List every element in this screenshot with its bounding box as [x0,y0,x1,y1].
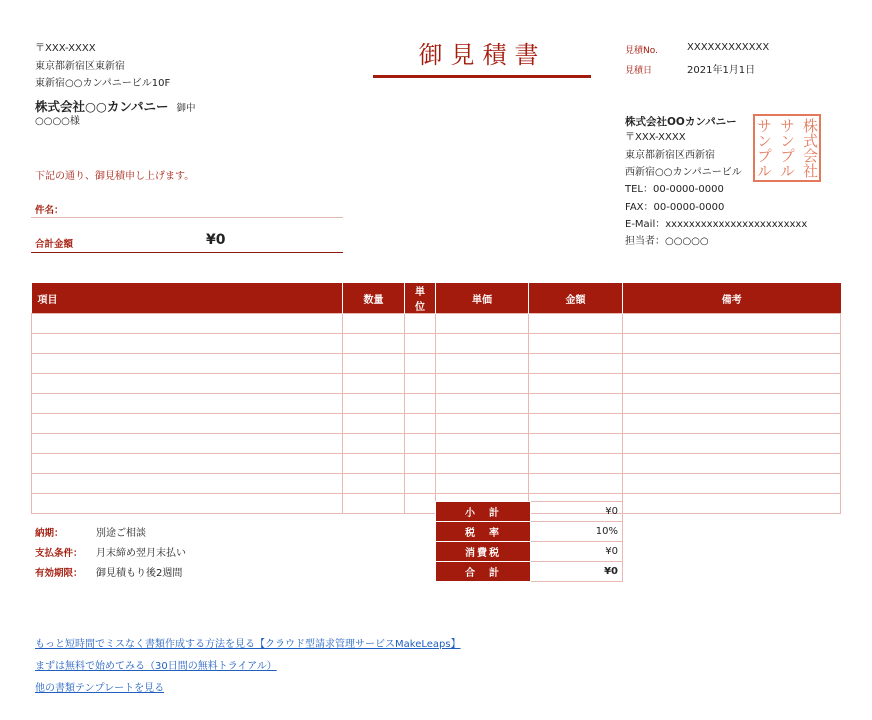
cell-remarks[interactable] [623,314,841,334]
cell-amount[interactable] [529,474,623,494]
tax-value: ¥0 [531,542,623,562]
recipient-postal: 〒XXX-XXXX [35,43,96,54]
cell-item[interactable] [32,474,343,494]
total-amount-underline [31,252,343,253]
cell-unit-price[interactable] [436,394,529,414]
subtotal-label: 小 計 [436,502,531,522]
cell-unit[interactable] [405,494,436,514]
cell-amount[interactable] [529,454,623,474]
delivery-value: 別途ご相談 [96,528,146,539]
total-amount-label: 合計金額 [35,239,74,250]
cell-amount[interactable] [529,374,623,394]
cell-quantity[interactable] [343,334,405,354]
table-row [32,414,841,434]
cell-item[interactable] [32,354,343,374]
table-row [32,394,841,414]
estimate-date-label: 見積日 [625,66,653,76]
cell-remarks[interactable] [623,494,841,514]
cell-item[interactable] [32,334,343,354]
table-row [32,374,841,394]
header-unit-price: 単価 [436,283,529,314]
cell-quantity[interactable] [343,314,405,334]
estimate-number-label: 見積No. [625,46,658,56]
header-remarks: 備考 [623,283,841,314]
seal-text-1: 株式会社 [801,118,819,178]
grand-total-label: 合 計 [436,562,531,582]
cell-remarks[interactable] [623,414,841,434]
cell-amount[interactable] [529,434,623,454]
cell-amount[interactable] [529,334,623,354]
cell-item[interactable] [32,414,343,434]
cell-item[interactable] [32,494,343,514]
tax-rate-value: 10% [531,522,623,542]
header-unit: 単位 [405,283,436,314]
estimate-date-value: 2021年1月1日 [687,65,756,76]
intro-text: 下記の通り、御見積申し上げます。 [35,171,195,182]
header-quantity: 数量 [343,283,405,314]
cell-unit-price[interactable] [436,354,529,374]
cell-unit-price[interactable] [436,374,529,394]
seal-text-2: サンプル [778,118,796,178]
cell-amount[interactable] [529,314,623,334]
document-title: 御見積書 [418,41,547,69]
cell-remarks[interactable] [623,474,841,494]
items-table [31,283,841,514]
cell-unit-price[interactable] [436,454,529,474]
table-row [32,334,841,354]
validity-value: 御見積もり後2週間 [96,568,183,579]
payment-terms-value: 月末締め翌月末払い [96,548,186,559]
cell-unit-price[interactable] [436,434,529,454]
table-row [32,354,841,374]
subject-underline [31,217,343,218]
subject-label: 件名： [35,205,64,216]
title-underline [373,75,591,78]
cell-quantity[interactable] [343,414,405,434]
cell-item[interactable] [32,434,343,454]
sender-postal: 〒XXX-XXXX [625,132,686,143]
table-row [32,474,841,494]
cell-unit[interactable] [405,374,436,394]
cell-quantity[interactable] [343,434,405,454]
items-table-header [32,283,841,314]
sender-staff: 担当者：○○○○○ [625,236,709,247]
sender-company: 株式会社OOカンパニー [625,116,737,128]
seal-text-3: サンプル [755,118,773,178]
summary-row-total [436,562,623,582]
cell-unit-price[interactable] [436,314,529,334]
sender-email: E-Mail：xxxxxxxxxxxxxxxxxxxxxxxx [625,219,808,230]
estimate-number-value: XXXXXXXXXXXX [687,42,770,53]
header-amount: 金額 [529,283,623,314]
total-amount-value: ¥0 [206,232,226,248]
cell-unit[interactable] [405,334,436,354]
cell-unit-price[interactable] [436,414,529,434]
recipient-person: ○○○○様 [35,116,80,127]
sender-tel: TEL：00-0000-0000 [625,184,724,195]
cell-unit[interactable] [405,394,436,414]
delivery-label: 納期： [35,528,64,539]
free-trial-link[interactable]: まずは無料で始めてみる（30日間の無料トライアル） [35,661,277,672]
summary-row-tax-rate [436,522,623,542]
table-row [32,454,841,474]
recipient-company: 株式会社○○カンパニー [35,99,169,114]
table-row [32,434,841,454]
summary-row-subtotal [436,502,623,522]
cell-item[interactable] [32,454,343,474]
other-templates-link[interactable]: 他の書類テンプレートを見る [35,683,165,694]
summary-row-tax [436,542,623,562]
subtotal-value: ¥0 [531,502,623,522]
sender-address-1: 東京都新宿区西新宿 [625,150,715,161]
cell-quantity[interactable] [343,494,405,514]
cell-remarks[interactable] [623,454,841,474]
sender-address-2: 西新宿○○カンパニービル [625,167,742,178]
sender-fax: FAX：00-0000-0000 [625,202,725,213]
cell-unit-price[interactable] [436,474,529,494]
cell-quantity[interactable] [343,374,405,394]
cell-remarks[interactable] [623,374,841,394]
company-seal-stamp [753,114,821,182]
cell-item[interactable] [32,314,343,334]
cell-item[interactable] [32,394,343,414]
grand-total-value: ¥0 [531,562,623,582]
cell-item[interactable] [32,374,343,394]
cell-quantity[interactable] [343,394,405,414]
cell-unit[interactable] [405,474,436,494]
recipient-address-1: 東京都新宿区東新宿 [35,61,125,72]
cell-unit[interactable] [405,454,436,474]
cell-remarks[interactable] [623,434,841,454]
cell-unit-price[interactable] [436,334,529,354]
cell-unit[interactable] [405,414,436,434]
recipient-company-row [35,96,196,115]
cell-amount[interactable] [529,354,623,374]
cell-amount[interactable] [529,414,623,434]
header-item: 項目 [32,283,343,314]
tax-rate-label: 税 率 [436,522,531,542]
summary-table [435,501,623,582]
cell-remarks[interactable] [623,334,841,354]
makeleaps-info-link[interactable]: もっと短時間でミスなく書類作成する方法を見る【クラウド型請求管理サービスMakeLeaps】 [35,639,461,650]
recipient-address-2: 東新宿○○カンパニービル10F [35,78,171,89]
cell-unit[interactable] [405,314,436,334]
tax-label: 消費税 [436,542,531,562]
cell-quantity[interactable] [343,454,405,474]
cell-quantity[interactable] [343,474,405,494]
cell-remarks[interactable] [623,394,841,414]
cell-unit[interactable] [405,354,436,374]
recipient-honorific: 御中 [176,103,196,114]
validity-label: 有効期限： [35,568,83,579]
payment-terms-label: 支払条件： [35,548,83,559]
cell-amount[interactable] [529,394,623,414]
cell-quantity[interactable] [343,354,405,374]
cell-remarks[interactable] [623,354,841,374]
cell-unit[interactable] [405,434,436,454]
table-row [32,314,841,334]
